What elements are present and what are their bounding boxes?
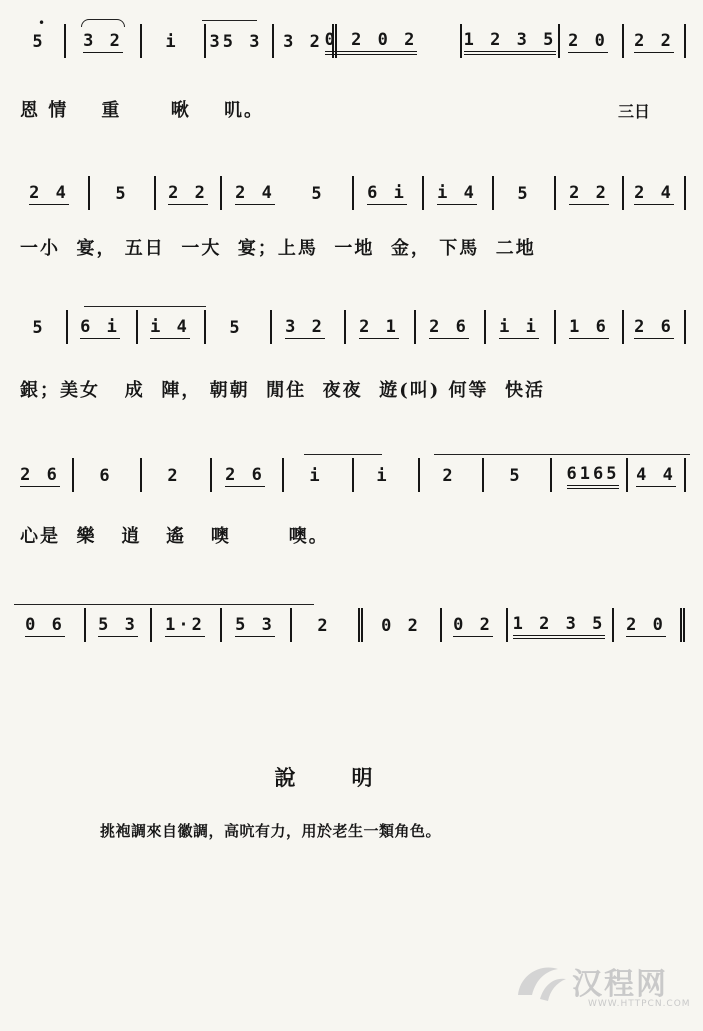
lyrics-line-4: 心是 樂 逍 遙 噢 噢。 <box>20 526 329 547</box>
measure <box>630 460 682 492</box>
measure <box>92 178 152 210</box>
measure <box>356 178 418 210</box>
measure <box>14 460 66 492</box>
bar-line <box>154 176 156 210</box>
notes: 2 0 <box>568 31 608 51</box>
bar-line <box>352 458 354 492</box>
slur <box>14 604 314 605</box>
bar-line <box>482 458 484 492</box>
lyrics-line-2: 一小 宴， 五日 一大 宴；上馬 一地 金， 下馬 二地 <box>20 238 536 259</box>
slur <box>84 306 206 307</box>
slur <box>434 454 690 455</box>
measure <box>464 26 556 58</box>
notes: 5 <box>32 318 46 338</box>
bar-line <box>684 310 686 344</box>
notes: 2 2 <box>634 31 674 51</box>
notes: i 4 <box>150 317 190 337</box>
notes: 6 i <box>367 183 407 203</box>
measure <box>348 312 410 344</box>
section-title: 說明 <box>274 765 429 790</box>
measure <box>294 610 354 642</box>
notes: 2 6 <box>634 317 674 337</box>
bar-line <box>622 176 624 210</box>
measure <box>208 312 264 344</box>
high-dot: • <box>38 16 46 30</box>
lyrics-line-3: 銀；美女 成 陣， 朝朝 閒住 夜夜 遊(叫) 何等 快活 <box>20 380 546 401</box>
bar-line <box>506 608 508 642</box>
notes: 6165 <box>567 464 620 489</box>
bar-line <box>66 310 68 344</box>
measure <box>554 460 632 492</box>
notes: 2 6 <box>429 317 469 337</box>
notes: 0 2 <box>381 616 421 636</box>
notes: 2 6 <box>225 465 265 485</box>
bar-line <box>204 310 206 344</box>
slur <box>202 20 257 21</box>
bar-line <box>270 310 272 344</box>
notes: 2 4 <box>29 183 69 203</box>
notes: 0 6 <box>25 615 65 635</box>
notes: 1 6 <box>569 317 609 337</box>
measure <box>422 460 476 492</box>
staff-system-5 <box>14 598 690 642</box>
bar-line <box>684 176 686 210</box>
bar-line <box>220 176 222 210</box>
notes: 5 <box>115 184 129 204</box>
double-bar-line <box>358 608 363 642</box>
bar-line <box>460 24 462 58</box>
measure <box>154 610 216 642</box>
measure <box>14 312 64 344</box>
notes: 2 4 <box>235 183 275 203</box>
measure <box>626 178 682 210</box>
measure <box>274 312 336 344</box>
bar-line <box>492 176 494 210</box>
bar-line <box>220 608 222 642</box>
bar-line <box>554 176 556 210</box>
staff-system-4 <box>14 448 690 492</box>
measure <box>444 610 502 642</box>
measure <box>158 178 218 210</box>
measure <box>290 178 346 210</box>
bar-line <box>550 458 552 492</box>
staff-system-1 <box>14 14 690 58</box>
notes: 2 <box>167 466 181 486</box>
notes: i <box>309 466 323 486</box>
notes: 5 <box>517 184 531 204</box>
measure <box>14 16 64 58</box>
bar-line <box>422 176 424 210</box>
bar-line <box>684 24 686 58</box>
bar-line <box>684 458 686 492</box>
notes: 2 <box>442 466 456 486</box>
notes: 1·2 <box>165 615 205 635</box>
notes: 5 3 <box>235 615 275 635</box>
notes: i 4 <box>437 183 477 203</box>
slur <box>304 454 382 455</box>
side-note: 三日 <box>618 102 651 121</box>
measure <box>486 460 546 492</box>
notes: 3 2 <box>285 317 325 337</box>
measure <box>68 26 138 58</box>
bar-line <box>612 608 614 642</box>
measure <box>626 26 682 58</box>
measure <box>14 610 76 642</box>
watermark-logo-icon <box>510 955 570 1005</box>
notes: 5 <box>509 466 523 486</box>
measure <box>356 460 410 492</box>
notes: 6 i <box>80 317 120 337</box>
bar-line <box>136 310 138 344</box>
notes: 0 2 0 2 <box>325 30 418 55</box>
measure <box>88 610 148 642</box>
measure <box>76 460 136 492</box>
final-bar-line <box>680 608 685 642</box>
watermark-url: WWW.HTTPCN.COM <box>588 999 691 1009</box>
notes: 2 2 <box>168 183 208 203</box>
watermark <box>510 955 695 1015</box>
notes: 3 2 <box>283 32 323 52</box>
bar-line <box>290 608 292 642</box>
slur <box>81 19 125 27</box>
measure <box>208 26 264 58</box>
bar-line <box>72 458 74 492</box>
notes: 2 0 <box>626 615 666 635</box>
lyrics-line-1: 恩 情 重 啾 叽。 <box>20 100 264 121</box>
measure <box>558 178 620 210</box>
measure <box>558 312 620 344</box>
bar-line <box>626 458 628 492</box>
bar-line <box>414 310 416 344</box>
notes: 0 2 <box>453 615 493 635</box>
notes: i i <box>499 317 539 337</box>
bar-line <box>88 176 90 210</box>
notes: 5 <box>32 32 46 52</box>
watermark-name: 汉程网 <box>572 967 668 1002</box>
measure <box>562 26 614 58</box>
notes: 2 4 <box>634 183 674 203</box>
measure <box>324 26 418 58</box>
measure <box>626 312 682 344</box>
measure <box>426 178 488 210</box>
measure <box>144 26 200 58</box>
notes: 3 2 <box>83 31 123 53</box>
notes: 5 <box>229 318 243 338</box>
measure <box>286 460 346 492</box>
notes: 2 <box>317 616 331 636</box>
bar-line <box>622 24 624 58</box>
bar-line <box>484 310 486 344</box>
measure <box>140 312 200 344</box>
explanation-text: 挑袍調來自徽調，高吭有力，用於老生一類角色。 <box>100 822 442 840</box>
bar-line <box>272 24 274 58</box>
notes: 1 2 3 5 <box>513 614 606 639</box>
measure <box>510 610 608 642</box>
notes: 5 3 <box>98 615 138 635</box>
bar-line <box>150 608 152 642</box>
notes: 2 2 <box>569 183 609 203</box>
bar-line <box>140 24 142 58</box>
staff-system-3 <box>14 300 690 344</box>
notes: 6 <box>99 466 113 486</box>
notes: 35 3 <box>209 32 263 52</box>
staff-system-2 <box>14 166 690 210</box>
measure <box>224 178 286 210</box>
bar-line <box>282 458 284 492</box>
bar-line <box>622 310 624 344</box>
measure <box>144 460 204 492</box>
notes: 4 4 <box>636 465 676 485</box>
notes: 2 1 <box>359 317 399 337</box>
bar-line <box>64 24 66 58</box>
bar-line <box>204 24 206 58</box>
notes: i <box>376 466 390 486</box>
bar-line <box>554 310 556 344</box>
notes: i <box>165 32 179 52</box>
bar-line <box>440 608 442 642</box>
notes: 1 2 3 5 <box>464 30 557 55</box>
bar-line <box>558 24 560 58</box>
bar-line <box>418 458 420 492</box>
bar-line <box>344 310 346 344</box>
bar-line <box>352 176 354 210</box>
measure <box>14 178 84 210</box>
bar-line <box>84 608 86 642</box>
measure <box>366 610 436 642</box>
notes: 5 <box>311 184 325 204</box>
bar-line <box>210 458 212 492</box>
bar-line <box>140 458 142 492</box>
measure <box>418 312 480 344</box>
notes: 2 6 <box>20 465 60 485</box>
measure <box>276 26 330 58</box>
measure <box>224 610 286 642</box>
measure <box>616 610 676 642</box>
measure <box>496 178 552 210</box>
measure <box>70 312 130 344</box>
measure <box>214 460 276 492</box>
measure <box>488 312 550 344</box>
